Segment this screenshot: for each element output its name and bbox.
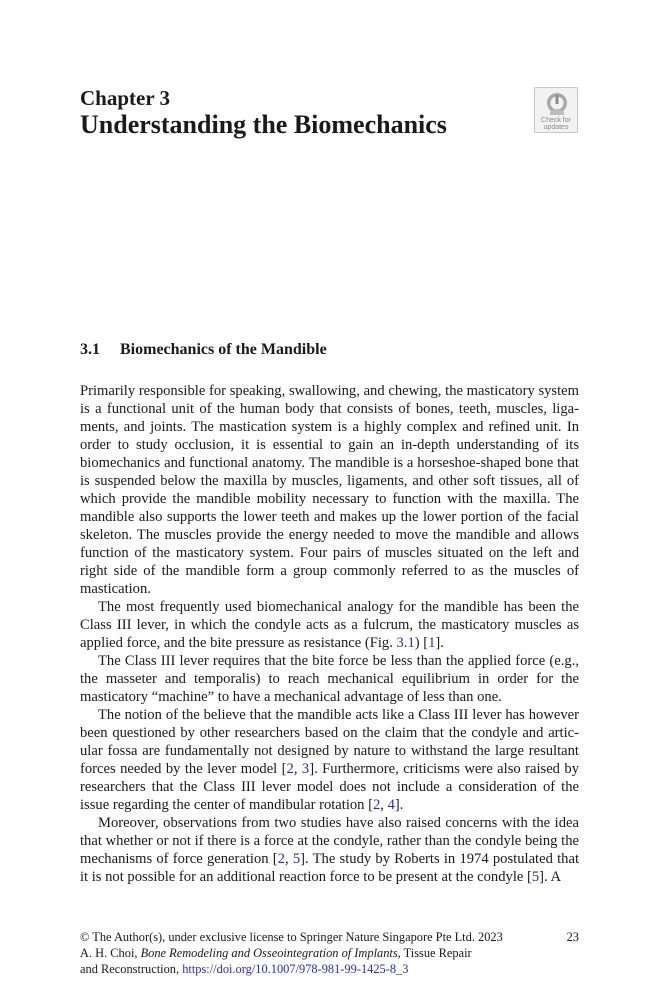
doi-line xyxy=(80,961,579,977)
citation-separator: , xyxy=(293,761,302,777)
paragraph-5-text-b: ]. The study by Roberts in 1974 postulated that it is not possible for an additional reaction force to be present at the condyle [ xyxy=(80,851,579,885)
paragraph-2-text-c: ]. xyxy=(435,635,444,651)
figure-link[interactable]: 3.1 xyxy=(396,635,415,651)
paragraph-4-text-b: ]. Furthermore, criticisms were also raised by researchers that the Class III lever model does not include a consideration of the issue regarding the center of mandibular rotation [ xyxy=(80,761,579,813)
badge-line-1: Check for xyxy=(541,117,571,124)
book-title: Bone Remodeling and Osseointegration of Implants xyxy=(140,946,398,960)
series-name: , Tissue Repair xyxy=(397,946,472,960)
section-title: Biomechanics of the Mandible xyxy=(120,341,327,358)
check-for-updates-badge[interactable] xyxy=(534,87,578,133)
section-heading xyxy=(80,340,327,360)
paragraph-1: Primarily responsible for speaking, swallowing, and chewing, the masticatory system is a functional unit of the human body that consists of bones, teeth, muscles, ligaments, and joints. The mastication system is a highly complex and refined unit. In order to study occlusion, it is essential to gain an in-depth understanding of its biomechanics and functional anatomy. The mandible is a horseshoe-shaped bone that is suspended below the maxilla by muscles, ligaments, and other soft tissues, all of which provide the mandible mobility necessary to function with the maxilla. The mandible also supports the lower teeth and makes up the lower portion of the facial skeleton. The muscles provide the energy needed to move the mandible and allows function of the masticatory system. Four pairs of muscles situated on the left and right side of the mandible form a group commonly referred to as the muscles of mastication. xyxy=(80,383,579,597)
paragraph-3: The Class III lever requires that the bite force be less than the applied force (e.g., the masseter and temporalis) to reach mechanical equilibrium in order for the masticatory “machine” to have a mechanical advantage of less than one. xyxy=(80,653,579,705)
body-text xyxy=(80,382,579,886)
paragraph-4-text-c: ]. xyxy=(394,797,404,813)
paragraph-5-text-a: Moreover, observations from two studies have also raised concerns with the idea that whether or not if there is a force at the condyle, rather than the condyle being the mechanisms of force generation [ xyxy=(80,815,579,867)
paragraph-2 xyxy=(80,598,579,652)
chapter-title: Understanding the Biomechanics xyxy=(80,110,447,139)
paragraph-5-text-c: ]. A xyxy=(539,869,562,885)
paragraph-2-text-b: ) [ xyxy=(414,635,429,651)
citation-link[interactable]: 5 xyxy=(292,851,301,867)
citation-link[interactable]: 5 xyxy=(531,869,540,885)
citation-link[interactable]: 2 xyxy=(277,851,285,867)
footer xyxy=(80,929,579,977)
citation-separator: , xyxy=(380,797,388,813)
author-name: A. H. Choi, xyxy=(80,946,141,960)
citation-link[interactable]: 1 xyxy=(428,635,436,651)
doi-link[interactable]: https://doi.org/10.1007/978-981-99-1425-8_3 xyxy=(182,962,409,976)
series-name-continued: and Reconstruction, xyxy=(80,962,183,976)
citation-link[interactable]: 2 xyxy=(373,797,381,813)
paragraph-4-text-a: The notion of the believe that the mandible acts like a Class III lever has however been questioned by other researchers based on the claim that the condyle and articular fossa are fundamentally not designed by nature to withstand the large resultant forces needed by the lever model [ xyxy=(80,707,579,777)
chapter-label: Chapter 3 xyxy=(80,86,171,110)
section-number: 3.1 xyxy=(80,341,100,358)
citation-line xyxy=(80,945,579,961)
citation-separator: , xyxy=(284,851,293,867)
paragraph-5 xyxy=(80,814,579,886)
page-number: 23 xyxy=(566,930,579,944)
paragraph-4 xyxy=(80,706,579,814)
check-for-updates-icon xyxy=(546,92,568,116)
citation-link[interactable]: 3 xyxy=(301,761,310,777)
paragraph-2-text-a: The most frequently used biomechanical analogy for the mandible has been the Class III lever, in which the condyle acts as a fulcrum, the masticatory muscles as applied force, and the bite pressure as resistance (Fig. xyxy=(80,599,579,651)
copyright-line: © The Author(s), under exclusive license to Springer Nature Singapore Pte Ltd. 2023 xyxy=(80,930,503,944)
badge-line-2: updates xyxy=(543,124,569,131)
citation-link[interactable]: 2 xyxy=(286,761,294,777)
citation-link[interactable]: 4 xyxy=(387,797,395,813)
